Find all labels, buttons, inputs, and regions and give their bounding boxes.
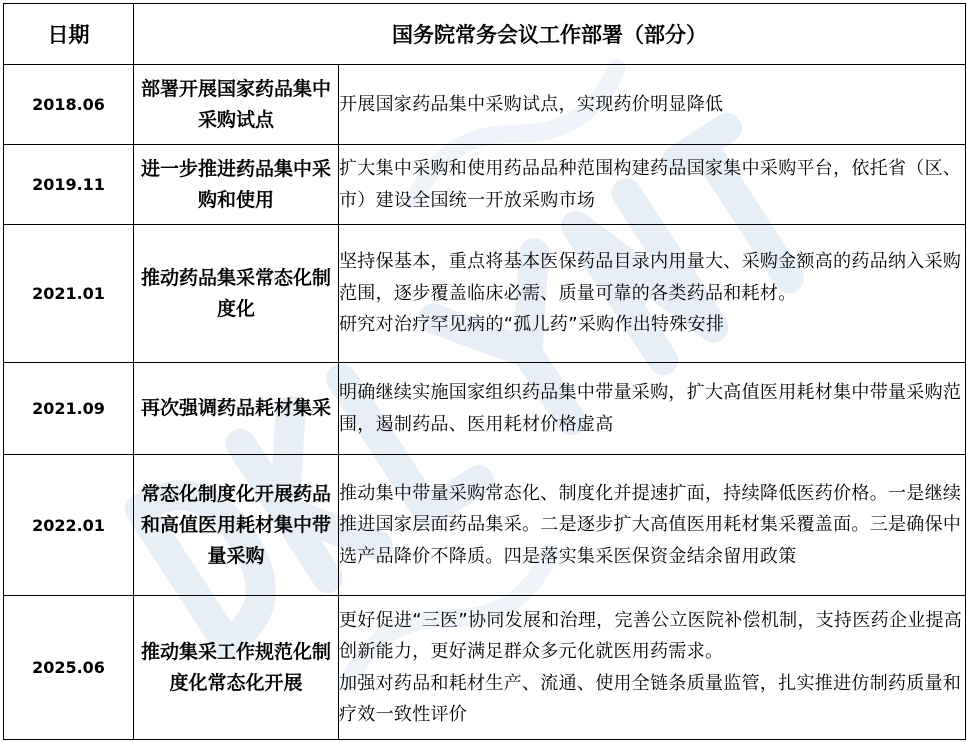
detail-text: 研究对治疗罕见病的“孤儿药”采购作出特殊安排 [339, 314, 725, 336]
detail-text: 坚持保基本，重点将基本医保药品目录内用量大、采购金额高的药品纳入采购范围，逐步覆盖临床必需、质量可靠的各类药品和耗材。 [339, 251, 962, 304]
detail-text: 明确继续实施国家组织药品集中带量采购，扩大高值医用耗材集中带量采购范围，遏制药品、医用耗材价格虚高 [339, 382, 962, 435]
table-row [4, 363, 966, 455]
detail-text: 扩大集中采购和使用药品品种范围构建药品国家集中采购平台，依托省（区、市）建设全国统一开放采购市场 [339, 158, 962, 211]
row-date: 2019.11 [4, 145, 134, 225]
table-row [4, 455, 966, 596]
row-date: 2021.01 [4, 225, 134, 363]
header-content: 国务院常务会议工作部署（部分） [134, 4, 966, 65]
row-topic: 推动药品集采常态化制度化 [134, 225, 339, 363]
detail-text: 加强对药品和耗材生产、流通、使用全链条质量监管，扎实推进仿制药质量和疗效一致性评价 [339, 672, 962, 725]
row-topic: 部署开展国家药品集中采购试点 [134, 65, 339, 145]
table-row [4, 225, 966, 363]
table-row [4, 145, 966, 225]
row-topic: 进一步推进药品集中采购和使用 [134, 145, 339, 225]
row-detail [339, 455, 966, 596]
row-detail [339, 65, 966, 145]
detail-text: 推动集中带量采购常态化、制度化并提速扩面，持续降低医药价格。一是继续推进国家层面药品集采。二是逐步扩大高值医用耗材集采覆盖面。三是确保中选产品降价不降质。四是落实集采医保资金结余留用政策 [339, 482, 962, 567]
row-topic: 再次强调药品耗材集采 [134, 363, 339, 455]
detail-text: 更好促进“三医”协同发展和治理，完善公立医院补偿机制，支持医药企业提高创新能力，更好满足群众多元化就医用药需求。 [339, 609, 963, 662]
row-date: 2021.09 [4, 363, 134, 455]
table-header-row [4, 4, 966, 65]
row-detail [339, 145, 966, 225]
row-detail [339, 225, 966, 363]
row-detail [339, 363, 966, 455]
table-row [4, 596, 966, 740]
row-date: 2022.01 [4, 455, 134, 596]
row-detail [339, 596, 966, 740]
row-date: 2025.06 [4, 596, 134, 740]
policy-table [3, 3, 966, 740]
row-topic: 推动集采工作规范化制度化常态化开展 [134, 596, 339, 740]
row-topic: 常态化制度化开展药品和高值医用耗材集中带量采购 [134, 455, 339, 596]
detail-text: 开展国家药品集中采购试点，实现药价明显降低 [339, 93, 724, 115]
header-date: 日期 [4, 4, 134, 65]
table-row [4, 65, 966, 145]
row-date: 2018.06 [4, 65, 134, 145]
